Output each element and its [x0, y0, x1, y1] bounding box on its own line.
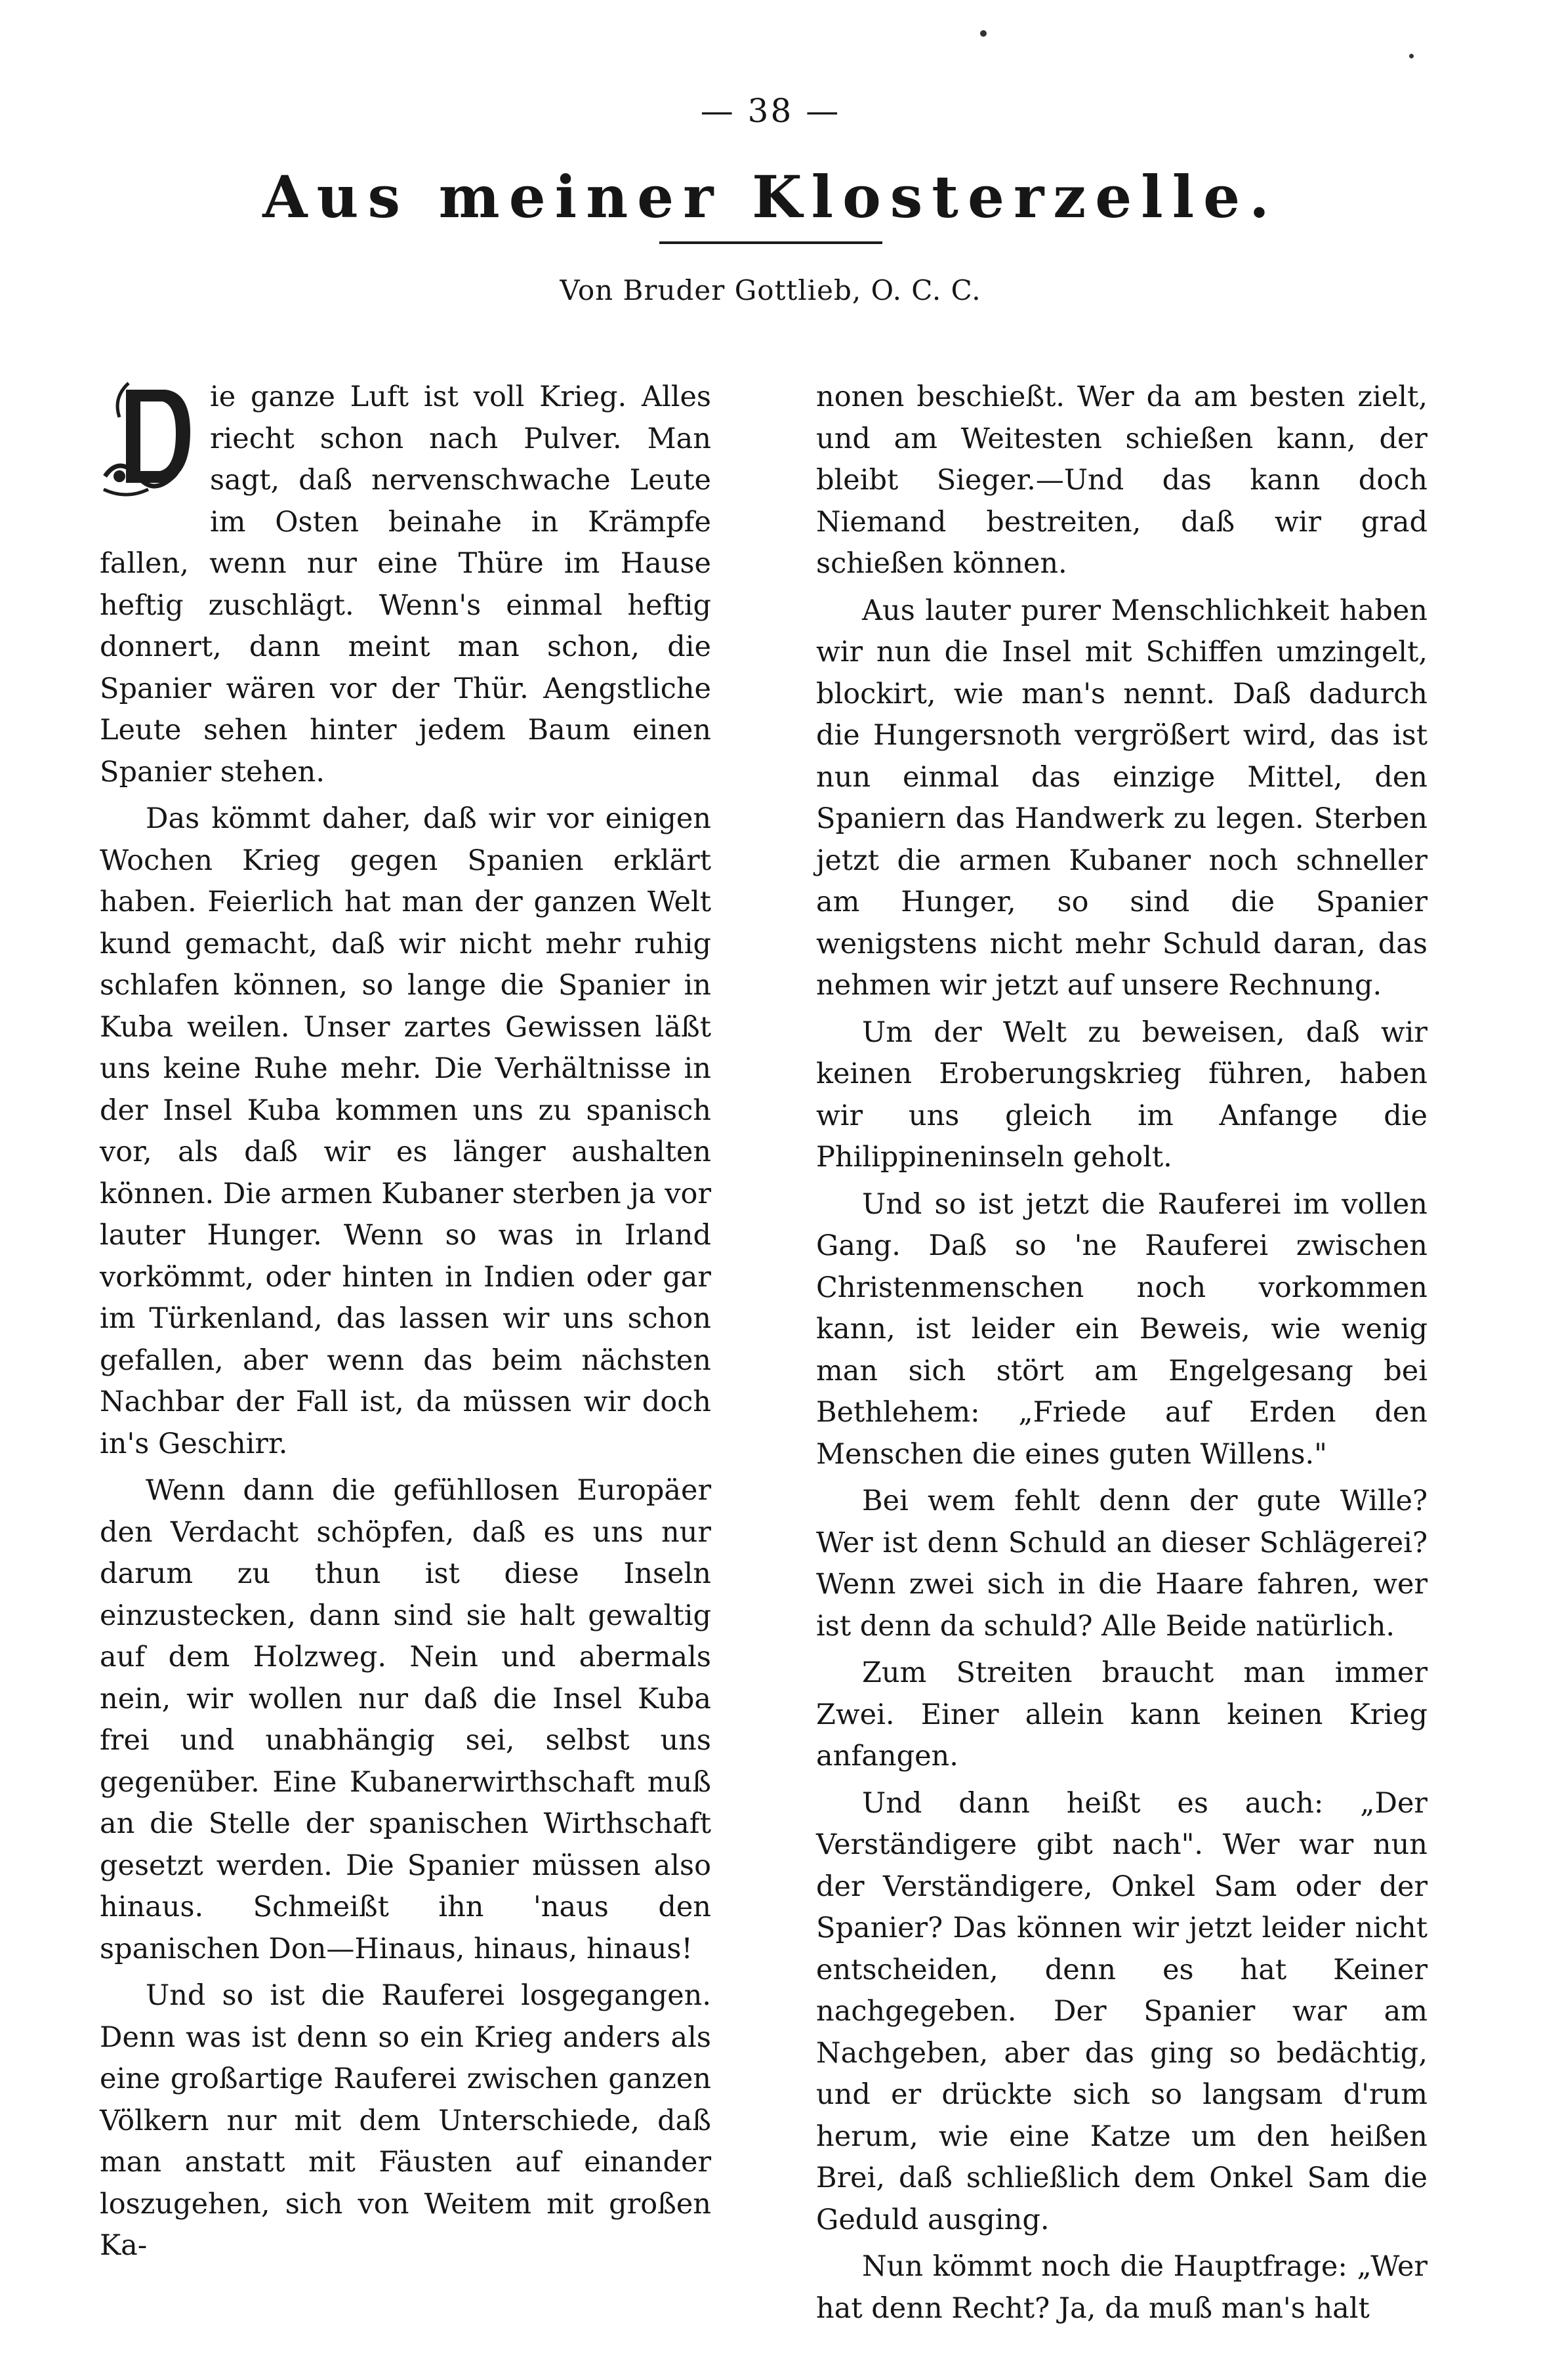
paragraph: Das kömmt daher, daß wir vor einigen Wochen Krieg gegen Spanien erklärt haben. Feierlich hat man der ganzen Welt kund gemacht, daß wir nicht mehr ruhig schlafen können, so lange die Spanier in Kuba weilen. Unser zartes Gewissen läßt uns keine Ruhe mehr. Die Verhältnisse in der Insel Kuba kommen uns zu spanisch vor, als daß wir es länger aushalten können. Die armen Kubaner sterben ja vor lauter Hunger. Wenn so was in Irland vorkömmt, oder hinten in Indien oder gar im Türkenland, das lassen wir uns schon gefallen, aber wenn das beim nächsten Nachbar der Fall ist, da müssen wir doch in's Geschirr. — [100, 802, 711, 1460]
paragraph: nonen beschießt. Wer da am besten zielt, und am Weitesten schießen kann, der bleibt Sieger.—Und das kann doch Niemand bestreiten, daß wir grad schießen können. — [816, 380, 1428, 580]
page-number: — 38 — — [700, 92, 841, 130]
paragraph: Nun kömmt noch die Hauptfrage: „Wer hat denn Recht? Ja, da muß man's halt — [816, 2250, 1428, 2325]
article-title: Aus meiner Klosterzelle. — [262, 163, 1279, 231]
author-byline: Von Bruder Gottlieb, O. C. C. — [560, 274, 981, 306]
paragraph: Zum Streiten braucht man immer Zwei. Einer allein kann keinen Krieg anfangen. — [816, 1656, 1428, 1773]
paragraph: Und so ist jetzt die Rauferei im vollen Gang. Daß so 'ne Rauferei zwischen Christenmenschen noch vorkommen kann, ist leider ein Beweis, wie wenig man sich stört am Engelgesang bei Bethlehem: „Friede auf Erden den Menschen die eines guten Willens." — [816, 1187, 1428, 1471]
paragraph: Und dann heißt es auch: „Der Verständigere gibt nach". Wer war nun der Verständigere, Onkel Sam oder der Spanier? Das können wir jetzt leider nicht entscheiden, denn es hat Keiner nachgegeben. Der Spanier war am Nachgeben, aber das ging so bedächtig, und er drückte sich so langsam d'rum herum, wie eine Katze um den heißen Brei, daß schließlich dem Onkel Sam die Geduld ausging. — [816, 1786, 1428, 2236]
ornamental-initial-d — [100, 378, 198, 503]
ornamental-initial-icon — [100, 378, 198, 503]
paragraph: Wenn dann die gefühllosen Europäer den Verdacht schöpfen, daß es uns nur darum zu thun ist diese Inseln einzustecken, dann sind sie halt gewaltig auf dem Holzweg. Nein und abermals nein, wir wollen nur daß die Insel Kuba frei und unabhängig sei, selbst uns gegenüber. Eine Kubanerwirthschaft muß an die Stelle der spanischen Wirthschaft gesetzt werden. Die Spanier müssen also hinaus. Schmeißt ihn 'naus den spanischen Don—Hinaus, hinaus, hinaus! — [100, 1474, 711, 1965]
title-divider — [659, 241, 882, 244]
right-column — [816, 377, 1428, 2335]
paragraph: Aus lauter purer Menschlichkeit haben wir nun die Insel mit Schiffen umzingelt, blockirt, wie man's nennt. Daß dadurch die Hungersnoth vergrößert wird, das ist nun einmal das einzige Mittel, den Spaniern das Handwerk zu legen. Sterben jetzt die armen Kubaner noch schneller am Hunger, so sind die Spanier wenigstens nicht mehr Schuld daran, das nehmen wir jetzt auf unsere Rechnung. — [816, 594, 1428, 1002]
left-column — [100, 377, 711, 2272]
print-speck — [1409, 54, 1414, 58]
paragraph: Und so ist die Rauferei losgegangen. Denn was ist denn so ein Krieg anders als eine großartige Rauferei zwischen ganzen Völkern nur mit dem Unterschiede, daß man anstatt mit Fäusten auf einander loszugehen, sich von Weitem mit großen Ka- — [100, 1979, 711, 2262]
paragraph: Um der Welt zu beweisen, daß wir keinen Eroberungskrieg führen, haben wir uns gleich im Anfange die Philippineninseln geholt. — [816, 1016, 1428, 1174]
print-speck — [980, 30, 987, 37]
paragraph: ie ganze Luft ist voll Krieg. Alles riecht schon nach Pulver. Man sagt, daß nervenschwache Leute im Osten beinahe in Krämpfe fallen, wenn nur eine Thüre im Hause heftig zuschlägt. Wenn's einmal heftig donnert, dann meint man schon, die Spanier wären vor der Thür. Aengstliche Leute sehen hinter jedem Baum einen Spanier stehen. — [100, 380, 711, 789]
paragraph: Bei wem fehlt denn der gute Wille? Wer ist denn Schuld an dieser Schlägerei? Wenn zwei sich in die Haare fahren, wer ist denn da schuld? Alle Beide natürlich. — [816, 1485, 1428, 1643]
